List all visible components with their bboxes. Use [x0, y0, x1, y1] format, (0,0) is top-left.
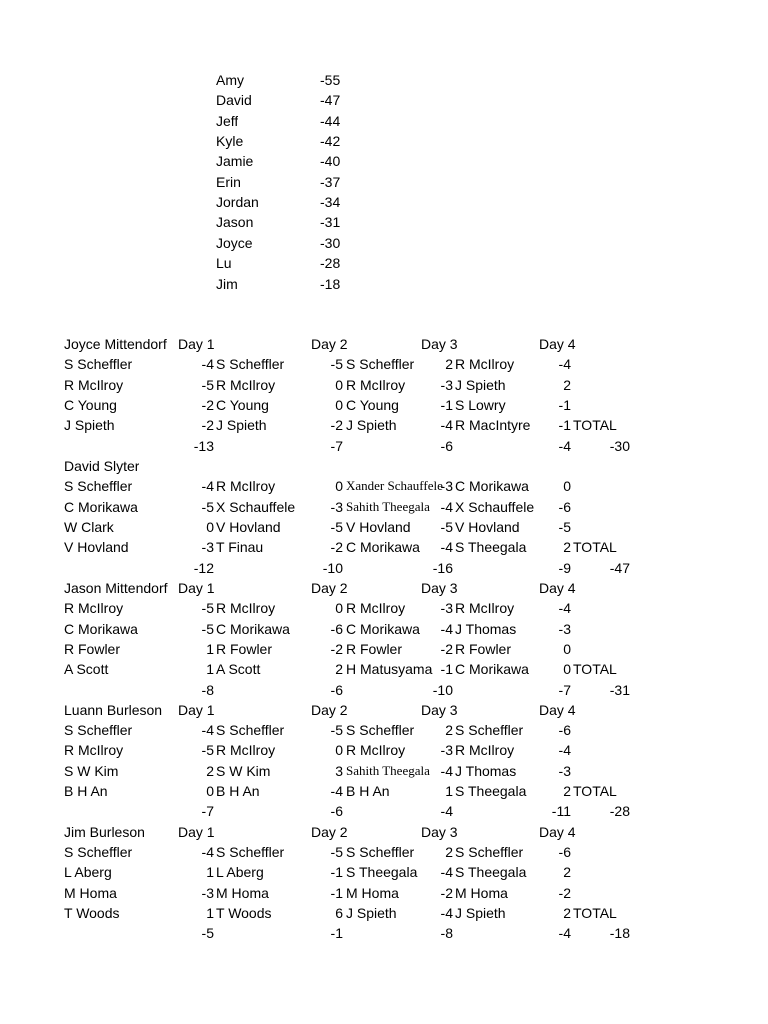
total-label: TOTAL: [573, 783, 617, 799]
team-owner: Jim Burleson: [64, 824, 145, 840]
player-score: -3: [558, 621, 571, 637]
player-name: T Woods: [64, 905, 120, 921]
player-name: S Scheffler: [216, 844, 285, 860]
player-name: S Theegala: [346, 864, 418, 880]
player-name: B H An: [216, 783, 260, 799]
team-total: -18: [609, 925, 630, 941]
player-score: -4: [440, 499, 453, 515]
day-total: -6: [330, 803, 343, 819]
standings-score: -42: [320, 133, 341, 149]
day-total: -5: [201, 925, 214, 941]
player-score: -3: [440, 742, 453, 758]
player-score: -3: [558, 763, 571, 779]
player-score: -4: [440, 539, 453, 555]
day-total: -10: [322, 560, 343, 576]
player-score: -5: [201, 600, 214, 616]
player-score: -5: [330, 519, 343, 535]
player-score: -2: [440, 641, 453, 657]
player-name: V Hovland: [64, 539, 129, 555]
player-score: 2: [563, 377, 571, 393]
day-total: -1: [330, 925, 343, 941]
day-total: -16: [432, 560, 453, 576]
day-total: -4: [558, 925, 571, 941]
player-score: -1: [440, 397, 453, 413]
player-name: R McIlroy: [216, 478, 276, 494]
player-name: J Spieth: [64, 417, 115, 433]
player-name: Sahith Theegala: [346, 763, 430, 778]
day-label: Day 3: [421, 702, 458, 718]
player-score: 2: [445, 356, 453, 372]
day-label: Day 1: [178, 580, 215, 596]
player-name: R McIlroy: [346, 600, 406, 616]
player-score: 2: [445, 844, 453, 860]
player-score: -4: [201, 844, 214, 860]
player-name: Sahith Theegala: [346, 499, 430, 514]
player-name: M Homa: [346, 885, 399, 901]
player-score: 1: [206, 864, 214, 880]
player-score: -1: [330, 864, 343, 880]
player-name: H Matusyama: [346, 661, 433, 677]
player-name: C Morikawa: [455, 661, 529, 677]
day-total: -8: [440, 925, 453, 941]
player-name: W Clark: [64, 519, 114, 535]
player-score: 2: [563, 539, 571, 555]
player-name: R MacIntyre: [455, 417, 531, 433]
player-name: R McIlroy: [216, 600, 276, 616]
player-name: L Aberg: [216, 864, 264, 880]
player-score: -6: [330, 621, 343, 637]
player-score: -3: [201, 885, 214, 901]
player-score: 1: [445, 783, 453, 799]
player-name: S Scheffler: [346, 844, 415, 860]
player-name: S W Kim: [216, 763, 271, 779]
player-score: 0: [206, 783, 214, 799]
day-label: Day 2: [311, 336, 348, 352]
player-name: R McIlroy: [346, 742, 406, 758]
standings-score: -37: [320, 174, 341, 190]
day-label: Day 2: [311, 580, 348, 596]
player-name: S Scheffler: [216, 722, 285, 738]
player-score: -2: [201, 397, 214, 413]
player-score: -5: [330, 722, 343, 738]
player-name: C Morikawa: [346, 539, 420, 555]
day-total: -6: [440, 438, 453, 454]
player-name: J Thomas: [455, 763, 517, 779]
player-score: 0: [335, 478, 343, 494]
player-score: -1: [330, 885, 343, 901]
player-score: 0: [563, 661, 571, 677]
player-score: 3: [335, 763, 343, 779]
team-owner: David Slyter: [64, 458, 140, 474]
player-name: M Homa: [455, 885, 508, 901]
standings-score: -40: [320, 153, 341, 169]
player-score: -2: [330, 539, 343, 555]
player-score: 2: [335, 661, 343, 677]
team-owner: Luann Burleson: [64, 702, 163, 718]
player-name: R McIlroy: [455, 356, 515, 372]
player-name: Xander Schauffele: [346, 478, 443, 493]
player-score: -2: [330, 641, 343, 657]
player-score: -4: [201, 722, 214, 738]
player-name: S Theegala: [455, 539, 527, 555]
day-label: Day 4: [539, 824, 576, 840]
team-owner: Joyce Mittendorf: [64, 336, 167, 352]
player-name: J Thomas: [455, 621, 517, 637]
total-label: TOTAL: [573, 417, 617, 433]
player-score: -3: [440, 377, 453, 393]
day-label: Day 2: [311, 702, 348, 718]
player-name: C Young: [64, 397, 117, 413]
player-score: -4: [558, 356, 571, 372]
day-label: Day 3: [421, 580, 458, 596]
player-name: R McIlroy: [455, 742, 515, 758]
day-total: -7: [558, 682, 571, 698]
player-name: S Scheffler: [64, 356, 133, 372]
player-score: 2: [563, 783, 571, 799]
standings-name: Jason: [216, 214, 254, 230]
team-total: -28: [609, 803, 630, 819]
player-name: J Spieth: [216, 417, 267, 433]
standings-score: -30: [320, 235, 341, 251]
player-score: 0: [335, 377, 343, 393]
player-score: 1: [206, 905, 214, 921]
player-name: R McIlroy: [216, 377, 276, 393]
standings-score: -55: [320, 72, 341, 88]
player-name: S Scheffler: [455, 844, 524, 860]
player-score: 0: [335, 397, 343, 413]
day-label: Day 1: [178, 824, 215, 840]
player-score: -5: [201, 621, 214, 637]
player-name: S Scheffler: [346, 722, 415, 738]
player-name: T Finau: [216, 539, 264, 555]
player-name: S W Kim: [64, 763, 119, 779]
day-total: -12: [193, 560, 214, 576]
player-score: -4: [201, 478, 214, 494]
player-score: -2: [558, 885, 571, 901]
player-score: -3: [440, 600, 453, 616]
day-total: -4: [558, 438, 571, 454]
standings-name: Joyce: [216, 235, 253, 251]
player-score: -5: [330, 356, 343, 372]
day-total: -4: [440, 803, 453, 819]
player-name: X Schauffele: [216, 499, 296, 515]
player-score: 2: [445, 722, 453, 738]
player-score: -5: [558, 519, 571, 535]
total-label: TOTAL: [573, 905, 617, 921]
player-score: -2: [201, 417, 214, 433]
player-name: R McIlroy: [346, 377, 406, 393]
player-score: 2: [563, 905, 571, 921]
standings-name: Jamie: [216, 153, 254, 169]
player-score: -4: [440, 763, 453, 779]
standings-name: Jim: [216, 276, 238, 292]
player-name: A Scott: [216, 661, 261, 677]
player-name: C Morikawa: [455, 478, 529, 494]
player-name: S Lowry: [455, 397, 506, 413]
player-score: -3: [330, 499, 343, 515]
player-score: -6: [558, 499, 571, 515]
player-name: V Hovland: [216, 519, 281, 535]
day-label: Day 1: [178, 702, 215, 718]
standings-name: Erin: [216, 174, 241, 190]
day-label: Day 4: [539, 702, 576, 718]
player-score: 2: [563, 864, 571, 880]
standings-name: Jordan: [216, 194, 259, 210]
player-score: 0: [563, 478, 571, 494]
player-name: R McIlroy: [216, 742, 276, 758]
player-score: 0: [335, 600, 343, 616]
player-score: -4: [330, 783, 343, 799]
player-score: -5: [201, 742, 214, 758]
player-score: -3: [440, 478, 453, 494]
player-score: 0: [563, 641, 571, 657]
player-name: C Morikawa: [346, 621, 420, 637]
standings-score: -28: [320, 255, 341, 271]
player-score: -4: [558, 742, 571, 758]
standings-score: -31: [320, 214, 341, 230]
player-name: M Homa: [64, 885, 117, 901]
standings-name: Amy: [216, 72, 244, 88]
day-total: -9: [558, 560, 571, 576]
player-score: -5: [330, 844, 343, 860]
day-total: -7: [330, 438, 343, 454]
player-score: -2: [330, 417, 343, 433]
day-total: -11: [551, 803, 571, 819]
player-name: C Morikawa: [64, 621, 138, 637]
total-label: TOTAL: [573, 539, 617, 555]
player-score: -4: [440, 417, 453, 433]
player-name: M Homa: [216, 885, 269, 901]
player-score: -4: [440, 905, 453, 921]
standings-score: -18: [320, 276, 341, 292]
player-score: 1: [206, 641, 214, 657]
day-total: -7: [201, 803, 214, 819]
player-score: 0: [206, 519, 214, 535]
standings-score: -34: [320, 194, 341, 210]
player-name: S Scheffler: [455, 722, 524, 738]
player-score: -1: [558, 417, 571, 433]
player-score: -4: [201, 356, 214, 372]
player-score: -5: [440, 519, 453, 535]
day-label: Day 3: [421, 824, 458, 840]
player-score: -1: [558, 397, 571, 413]
player-name: L Aberg: [64, 864, 112, 880]
player-name: V Hovland: [346, 519, 411, 535]
player-score: -1: [440, 661, 453, 677]
player-score: -4: [558, 600, 571, 616]
team-total: -47: [609, 560, 630, 576]
player-name: S Scheffler: [64, 478, 133, 494]
team-total: -30: [609, 438, 630, 454]
player-score: 2: [206, 763, 214, 779]
player-name: A Scott: [64, 661, 109, 677]
day-label: Day 2: [311, 824, 348, 840]
day-label: Day 4: [539, 336, 576, 352]
player-name: J Spieth: [455, 905, 506, 921]
player-score: -4: [440, 621, 453, 637]
player-name: J Spieth: [346, 905, 397, 921]
player-score: 1: [206, 661, 214, 677]
standings-name: David: [216, 92, 252, 108]
player-name: S Theegala: [455, 864, 527, 880]
player-score: -6: [558, 722, 571, 738]
player-name: R Fowler: [455, 641, 512, 657]
standings-name: Jeff: [216, 113, 239, 129]
team-owner: Jason Mittendorf: [64, 580, 168, 596]
player-name: C Young: [346, 397, 399, 413]
day-label: Day 1: [178, 336, 215, 352]
player-name: J Spieth: [455, 377, 506, 393]
player-name: R McIlroy: [64, 600, 124, 616]
standings-name: Lu: [216, 255, 232, 271]
player-name: S Scheffler: [64, 844, 133, 860]
standings-name: Kyle: [216, 133, 244, 149]
player-name: T Woods: [216, 905, 272, 921]
day-total: -10: [432, 682, 453, 698]
player-name: R McIlroy: [64, 742, 124, 758]
team-total: -31: [609, 682, 630, 698]
player-name: C Young: [216, 397, 269, 413]
player-score: -5: [201, 377, 214, 393]
day-total: -8: [201, 682, 214, 698]
player-score: -5: [201, 499, 214, 515]
player-name: R Fowler: [216, 641, 273, 657]
player-score: -3: [201, 539, 214, 555]
player-name: V Hovland: [455, 519, 520, 535]
player-name: J Spieth: [346, 417, 397, 433]
player-name: C Morikawa: [64, 499, 138, 515]
player-name: S Scheffler: [64, 722, 133, 738]
standings-score: -44: [320, 113, 341, 129]
player-score: 0: [335, 742, 343, 758]
player-name: R McIlroy: [455, 600, 515, 616]
player-score: -2: [440, 885, 453, 901]
total-label: TOTAL: [573, 661, 617, 677]
player-score: -6: [558, 844, 571, 860]
day-label: Day 3: [421, 336, 458, 352]
player-name: S Scheffler: [346, 356, 415, 372]
player-name: R McIlroy: [64, 377, 124, 393]
player-name: R Fowler: [346, 641, 403, 657]
standings-score: -47: [320, 92, 341, 108]
player-name: S Scheffler: [216, 356, 285, 372]
player-name: C Morikawa: [216, 621, 290, 637]
player-name: S Theegala: [455, 783, 527, 799]
player-name: R Fowler: [64, 641, 121, 657]
day-total: -13: [193, 438, 214, 454]
day-total: -6: [330, 682, 343, 698]
day-label: Day 4: [539, 580, 576, 596]
player-score: -4: [440, 864, 453, 880]
player-name: B H An: [64, 783, 108, 799]
player-score: 6: [335, 905, 343, 921]
player-name: B H An: [346, 783, 390, 799]
player-name: X Schauffele: [455, 499, 535, 515]
